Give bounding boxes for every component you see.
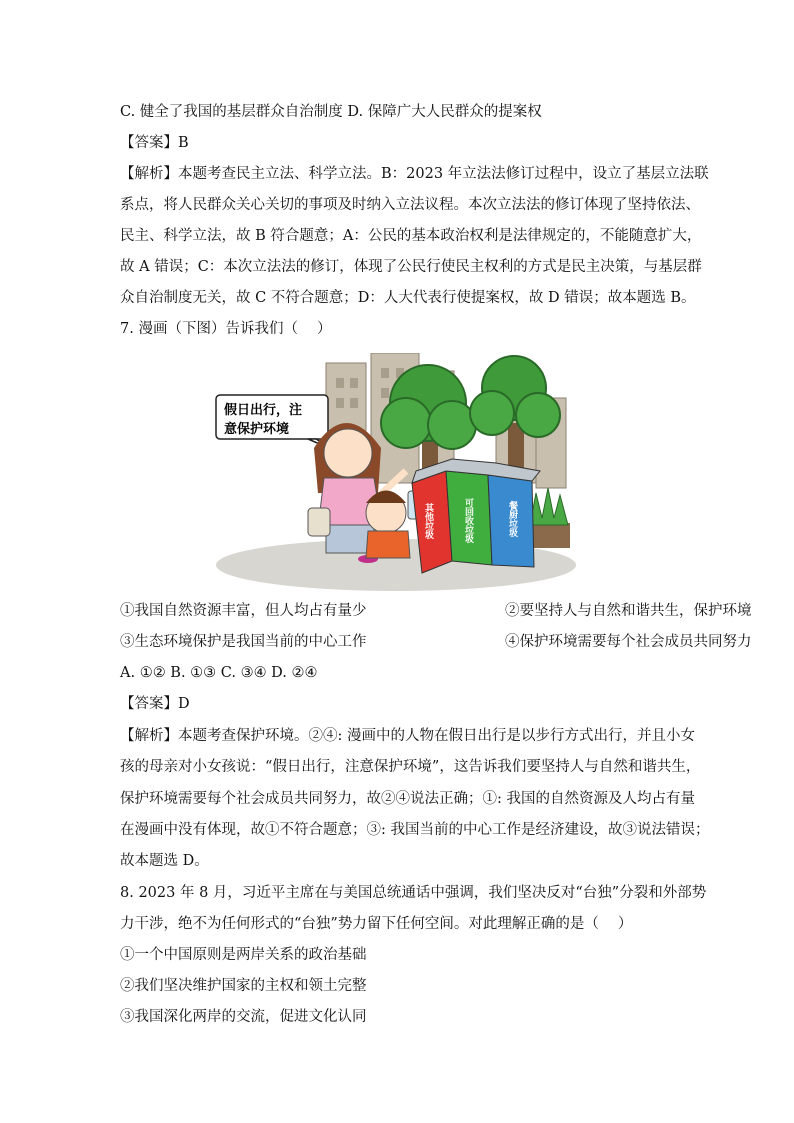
q6-answer: 【答案】B (120, 135, 189, 151)
q7-analysis-line: 故本题选 D。 (120, 853, 209, 869)
q8-stem-line: 力干涉，绝不为任何形式的“台独”势力留下任何空间。对此理解正确的是（ ） (120, 916, 633, 932)
q6-analysis-line: 故 A 错误；C：本次立法法的修订，体现了公民行使民主权利的方式是民主决策，与基层群 (120, 259, 702, 275)
bin-label-recyclable: 可回收垃圾 (463, 498, 473, 543)
q6-option-cd: C. 健全了我国的基层群众自治制度 D. 保障广大人民群众的提案权 (120, 104, 542, 120)
q7-choices: A. ①② B. ①③ C. ③④ D. ②④ (120, 665, 318, 681)
q7-statement-2: ②要坚持人与自然和谐共生，保护环境 (505, 603, 752, 619)
q7-statement-3: ③生态环境保护是我国当前的中心工作 (120, 634, 367, 650)
q7-analysis-line: 保护环境需要每个社会成员共同努力，故②④说法正确；①: 我国的自然资源及人均占有量 (120, 791, 695, 807)
q7-answer: 【答案】D (120, 696, 190, 712)
q8-stem-line: 8. 2023 年 8 月，习近平主席在与美国总统通话中强调，我们坚决反对“台独”分裂和外部势 (120, 885, 707, 901)
q8-statement-1: ①一个中国原则是两岸关系的政治基础 (120, 947, 367, 963)
q8-statement-2: ②我们坚决维护国家的主权和领土完整 (120, 978, 367, 994)
q7-analysis-line: 【解析】本题考查保护环境。②④: 漫画中的人物在假日出行是以步行方式出行，并且小女 (120, 728, 695, 744)
bubble-text-line2: 意保护环境 (224, 422, 290, 437)
q6-analysis-line: 众自治制度无关，故 C 不符合题意；D：人大代表行使提案权，故 D 错误；故本题选 B。 (120, 290, 696, 306)
q6-analysis-line: 【解析】本题考查民主立法、科学立法。B：2023 年立法法修订过程中，设立了基层立法联 (120, 166, 709, 182)
q6-analysis-line: 民主、科学立法，故 B 符合题意；A：公民的基本政治权利是法律规定的，不能随意扩大， (120, 228, 702, 244)
q7-analysis-line: 孩的母亲对小女孩说：“假日出行，注意保护环境”，这告诉我们要坚持人与自然和谐共生， (120, 759, 701, 775)
q7-stem: 7. 漫画（下图）告诉我们（ ） (120, 321, 332, 337)
bin-label-kitchen: 餐厨垃圾 (507, 501, 517, 537)
bubble-text-line1: 假日出行，注 (224, 403, 303, 418)
q7-statement-1: ①我国自然资源丰富，但人均占有量少 (120, 603, 367, 619)
cartoon-illustration (196, 353, 576, 593)
bush (530, 488, 570, 548)
bin-label-other: 其他垃圾 (423, 503, 433, 539)
q8-statement-3: ③我国深化两岸的交流，促进文化认同 (120, 1009, 367, 1025)
q6-analysis-line: 系点，将人民群众关心关切的事项及时纳入立法议程。本次立法法的修订体现了坚持依法、 (120, 197, 700, 213)
q7-statement-4: ④保护环境需要每个社会成员共同努力 (505, 634, 752, 650)
q7-analysis-line: 在漫画中没有体现，故①不符合题意；③: 我国当前的中心工作是经济建设，故③说法错误； (120, 822, 710, 838)
q7-statement-row (120, 632, 752, 652)
q7-statement-row (120, 601, 752, 621)
